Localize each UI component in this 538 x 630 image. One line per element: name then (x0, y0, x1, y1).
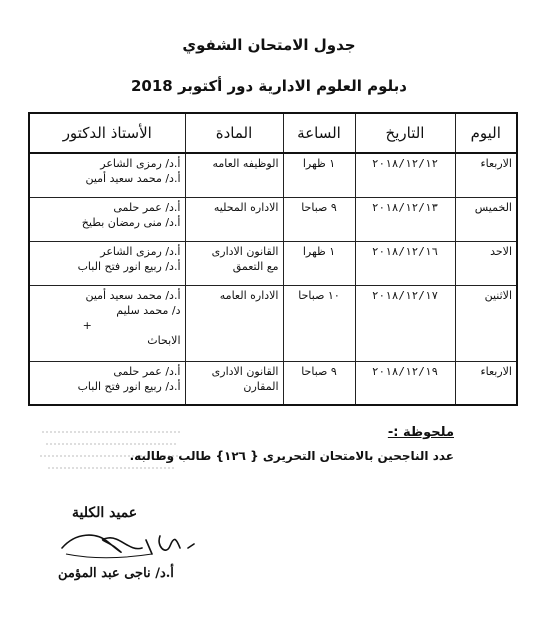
professor-line: أ.د/ عمر حلمى (113, 200, 181, 214)
cell-professor (29, 153, 185, 197)
subject-line: المقارن (243, 379, 279, 393)
cell-subject (185, 361, 283, 405)
cell-subject (185, 285, 283, 361)
dean-title: عميد الكلية (72, 505, 138, 521)
header-professor: الأستاذ الدكتور (29, 113, 185, 153)
cell-professor (29, 197, 185, 241)
professor-line: أ.د/ منى رمضان بطيخ (81, 215, 181, 229)
professor-line: أ.د/ عمر حلمى (113, 364, 181, 378)
header-date: التاريخ (355, 113, 455, 153)
professor-line: أ.د/ ربيع انور فتح الباب (77, 379, 181, 393)
professor-line: أ.د/ محمد سعيد أمين (85, 172, 181, 185)
table-row (29, 241, 517, 285)
cell-day: الاثنين (455, 285, 517, 361)
note-text: عدد الناجحين بالامتحان التحريرى { ١٢٦} طالب وطالبه. (129, 449, 454, 463)
header-time: الساعة (283, 113, 355, 153)
page-subtitle: دبلوم العلوم الادارية دور أكتوبر 2018 (130, 77, 407, 95)
cell-professor (29, 285, 185, 361)
professor-line: أ.د/ رمزى الشاعر (100, 244, 181, 258)
table-header-row (29, 113, 517, 153)
cell-day: الاربعاء (455, 153, 517, 197)
signature-icon (56, 526, 206, 566)
cell-date: ٢٠١٨/١٢/١٩ (355, 361, 455, 405)
cell-date: ٢٠١٨/١٢/١٣ (355, 197, 455, 241)
table-row (29, 153, 517, 197)
cell-professor (29, 361, 185, 405)
cell-date: ٢٠١٨/١٢/١٧ (355, 285, 455, 361)
professor-line: أ.د/ محمد سعيد أمين (85, 288, 181, 302)
cell-day: الاربعاء (455, 361, 517, 405)
plus-sign: + (82, 318, 92, 332)
header-subject: المادة (185, 113, 283, 153)
professor-line: أ.د/ ربيع انور فتح الباب (77, 259, 181, 273)
professor-line: الابحاث (147, 333, 181, 347)
subject-line: القانون الادارى (211, 364, 279, 378)
professor-line: د/ محمد سليم (116, 303, 181, 317)
table-row (29, 285, 517, 361)
page-title: جدول الامتحان الشفوي (182, 36, 356, 54)
cell-day: الخميس (455, 197, 517, 241)
table-row (29, 361, 517, 405)
cell-time: ٩ صباحا (283, 197, 355, 241)
header-day: اليوم (455, 113, 517, 153)
subject-line: القانون الادارى (211, 244, 279, 258)
exam-schedule-table (28, 112, 518, 406)
cell-professor (29, 241, 185, 285)
professor-line: أ.د/ رمزى الشاعر (100, 157, 181, 170)
subject-line: الوظيفه العامه (212, 157, 279, 170)
cell-day: الاحد (455, 241, 517, 285)
cell-time: ١ ظهرا (283, 241, 355, 285)
subject-line: الاداره العامه (219, 288, 279, 302)
cell-time: ١٠ صباحا (283, 285, 355, 361)
dean-name: أ.د/ ناجى عبد المؤمن (58, 566, 174, 581)
table-row (29, 197, 517, 241)
cell-time: ٩ صباحا (283, 361, 355, 405)
subject-line: الاداره المحليه (213, 200, 279, 214)
cell-subject (185, 197, 283, 241)
cell-time: ١ ظهرا (283, 153, 355, 197)
cell-subject (185, 241, 283, 285)
cell-subject (185, 153, 283, 197)
note-label: ملحوظة :- (387, 425, 454, 440)
cell-date: ٢٠١٨/١٢/١٢ (355, 153, 455, 197)
subject-line: مع التعمق (232, 259, 279, 273)
cell-date: ٢٠١٨/١٢/١٦ (355, 241, 455, 285)
